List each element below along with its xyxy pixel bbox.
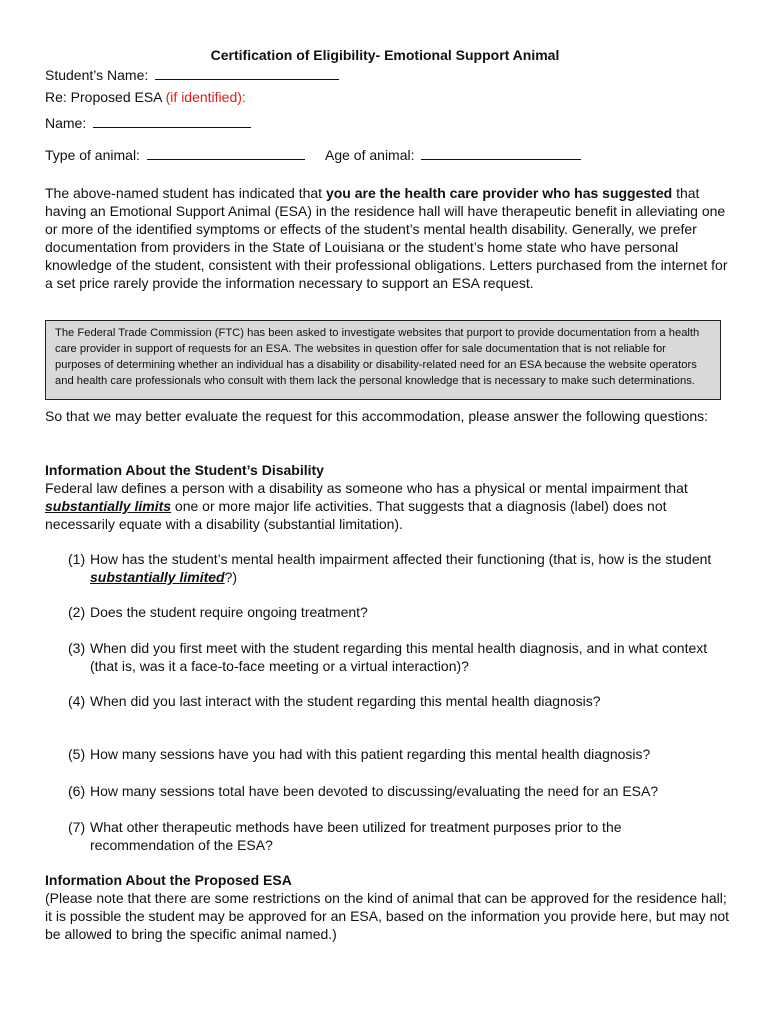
question-text: What other therapeutic methods have been utilized for treatment purposes prior to the recommendation of the ESA?: [90, 819, 622, 853]
disability-section: [45, 461, 735, 533]
question-number: (5): [68, 746, 86, 762]
question-number: (2): [68, 604, 86, 620]
animal-name-line: [45, 113, 251, 131]
disability-text-end: one or more major life activities. That suggests that a diagnosis (label) does not necessarily equate with a disability (substantial limitation).: [45, 498, 667, 532]
disability-paragraph: [45, 479, 735, 533]
type-of-animal-label: Type of animal:: [45, 147, 140, 163]
question-1-tail: ?): [224, 569, 238, 585]
type-of-animal-blank[interactable]: [147, 145, 305, 160]
question-text: When did you first meet with the student regarding this mental health diagnosis, and in what context (that is, was it a face-to-face meeting or a virtual interaction)?: [90, 640, 708, 674]
disability-heading: Information About the Student’s Disability: [45, 462, 324, 478]
question-5: [68, 745, 728, 763]
question-7: [68, 818, 728, 854]
question-number: (1): [68, 551, 86, 567]
student-name-label: Student’s Name:: [45, 67, 149, 83]
intro-paragraph: [45, 184, 735, 292]
question-text: How many sessions have you had with this patient regarding this mental health diagnosis?: [90, 746, 651, 762]
question-6: [68, 782, 728, 800]
esa-paragraph: (Please note that there are some restrictions on the kind of animal that can be approved for the residence hall; it is possible the student may be approved for an ESA, based on the information you provide here, but may not be allowed to bring the specific animal named.): [45, 890, 730, 942]
question-number: (7): [68, 819, 86, 835]
age-of-animal-label: Age of animal:: [325, 147, 415, 163]
disability-text-start: Federal law defines a person with a disability as someone who has a physical or mental impairment that: [45, 480, 688, 496]
age-of-animal-line: [325, 145, 581, 163]
question-text: [68, 550, 728, 586]
evaluate-paragraph: So that we may better evaluate the request for this accommodation, please answer the following questions:: [45, 408, 709, 424]
question-number: (3): [68, 640, 86, 656]
question-text: How many sessions total have been devoted to discussing/evaluating the need for an ESA?: [90, 783, 659, 799]
intro-text-end: that having an Emotional Support Animal (ESA) in the residence hall will have therapeutic benefit in alleviating one or more of the identified symptoms or effects of the student’s mental health disability. Generally, we prefer documentation from providers in the State of Louisiana or the student’s home state who have personal knowledge of the student, consistent with their professional obligations. Letters purchased from the internet for a set price rarely provide the information necessary to support an ESA request.: [45, 185, 728, 291]
question-number: (6): [68, 783, 86, 799]
student-name-blank[interactable]: [155, 65, 339, 80]
age-of-animal-blank[interactable]: [421, 145, 581, 160]
question-3: [68, 639, 728, 675]
esa-section: [45, 871, 735, 943]
document-title: Certification of Eligibility- Emotional Support Animal: [210, 47, 560, 63]
question-text: When did you last interact with the student regarding this mental health diagnosis?: [90, 693, 601, 709]
ftc-notice-box: [45, 320, 721, 400]
re-proposed-esa-label: Re: Proposed ESA: [45, 89, 162, 105]
if-identified-note: (if identified):: [165, 89, 246, 105]
question-2: [68, 603, 728, 621]
question-text: Does the student require ongoing treatment?: [90, 604, 368, 620]
question-1-emphasis: substantially limited: [90, 569, 225, 585]
question-1: [68, 550, 728, 586]
question-1-text: How has the student’s mental health impairment affected their functioning (that is, how is the student: [90, 551, 712, 567]
esa-heading: Information About the Proposed ESA: [45, 872, 292, 888]
re-proposed-esa-line: [45, 89, 246, 105]
type-of-animal-line: [45, 145, 305, 163]
intro-text-start: The above-named student has indicated that: [45, 185, 326, 201]
question-number: (4): [68, 693, 86, 709]
student-name-line: [45, 65, 339, 83]
animal-name-label: Name:: [45, 115, 87, 131]
intro-emphasis: you are the health care provider who has suggested: [325, 185, 673, 201]
ftc-notice-text: The Federal Trade Commission (FTC) has been asked to investigate websites that purport to provide documentation from a health care provider in support of requests for an ESA. The websites in question offer for sale documentation that is not reliable for purposes of determining whether an individual has a disability or disability-related need for an ESA because the website operators and health care professionals who consult with them lack the personal knowledge that is necessary to make such determinations.: [55, 327, 700, 387]
animal-name-blank[interactable]: [93, 113, 251, 128]
disability-emphasis: substantially limits: [45, 498, 172, 514]
question-4: [68, 692, 728, 710]
